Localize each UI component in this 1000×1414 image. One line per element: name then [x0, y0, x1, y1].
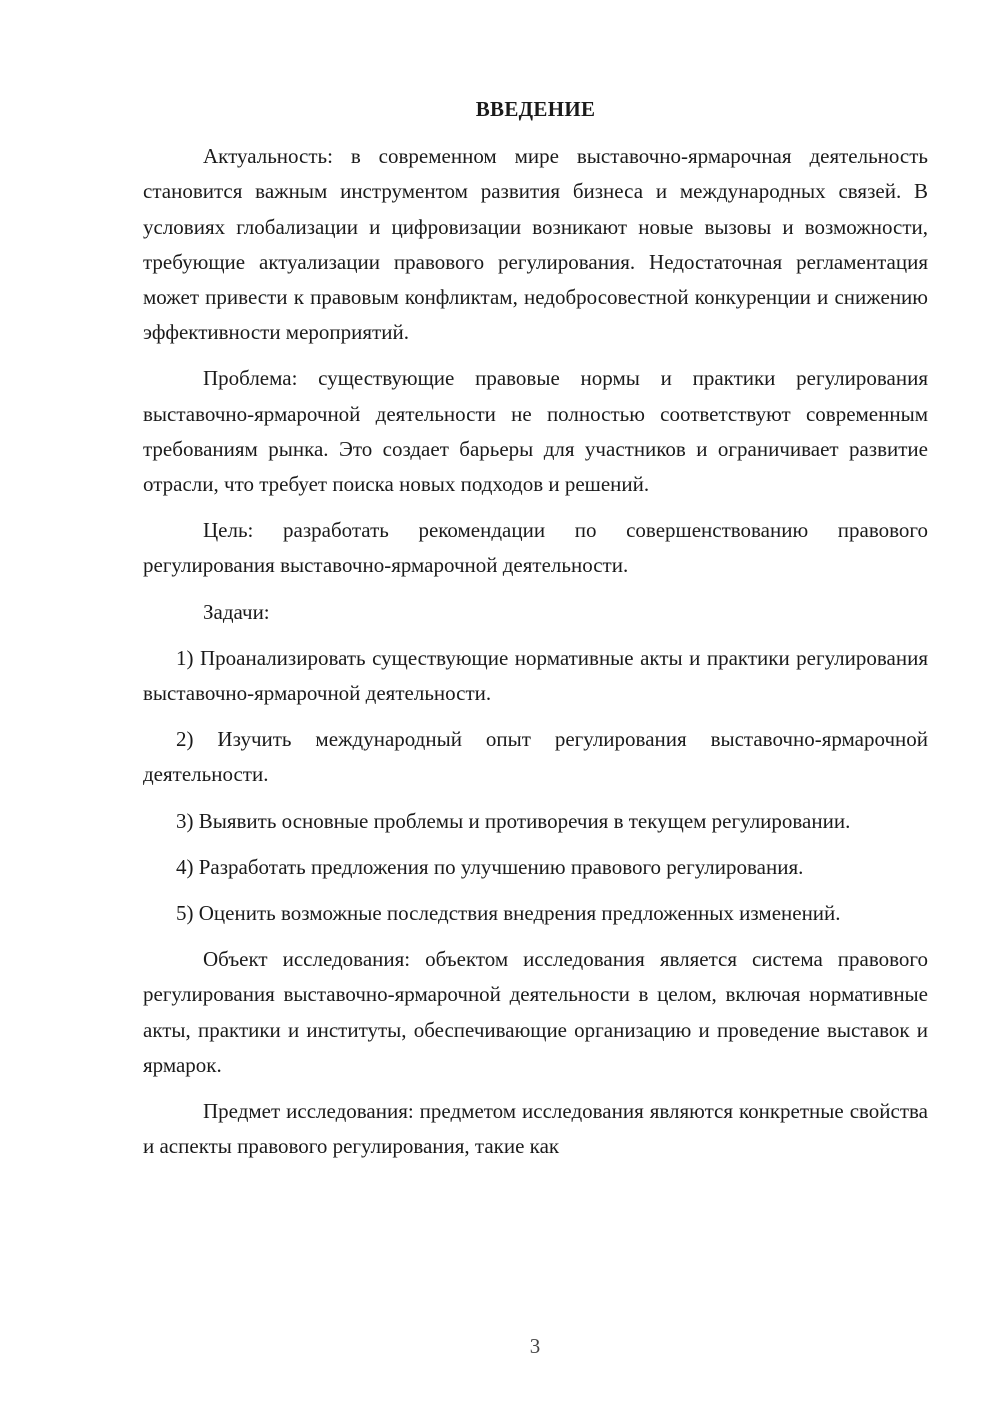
task-item-4: 4) Разработать предложения по улучшению правового регулирования.	[176, 854, 804, 879]
task-item-1: 1) Проанализировать существующие нормативные акты и практики регулирования выставочно-ярмарочной деятельности.	[143, 645, 928, 706]
paragraph-problem: Проблема: существующие правовые нормы и практики регулирования выставочно-ярмарочной деятельности не полностью соответствуют современным требованиям рынка. Это создает барьеры для участников и ограничивает развитие отрасли, что требует поиска новых подходов и решений.	[143, 366, 928, 497]
paragraph-relevance: Актуальность: в современном мире выставочно-ярмарочная деятельность становится важным инструментом развития бизнеса и международных связей. В условиях глобализации и цифровизации возникают новые вызовы и возможности, требующие актуализации правового регулирования. Недостаточная регламентация может привести к правовым конфликтам, недобросовестной конкуренции и снижению эффективности мероприятий.	[143, 144, 928, 345]
document-title: ВВЕДЕНИЕ	[475, 97, 596, 121]
paragraph-object: Объект исследования: объектом исследования является система правового регулирования выставочно-ярмарочной деятельности в целом, включая нормативные акты, практики и институты, обеспечивающие организацию и проведение выставок и ярмарок.	[143, 947, 928, 1077]
paragraph-goal: Цель: разработать рекомендации по совершенствованию правового регулирования выставочно-ярмарочной деятельности.	[143, 518, 928, 578]
task-item-3: 3) Выявить основные проблемы и противоречия в текущем регулировании.	[176, 808, 851, 833]
document-page	[143, 92, 928, 1175]
task-item-2: 2) Изучить международный опыт регулирования выставочно-ярмарочной деятельности.	[143, 727, 928, 787]
page-number: 3	[529, 1334, 541, 1358]
paragraph-subject: Предмет исследования: предметом исследования являются конкретные свойства и аспекты правового регулирования, такие как	[143, 1099, 928, 1159]
task-item-5: 5) Оценить возможные последствия внедрения предложенных изменений.	[176, 901, 841, 926]
tasks-heading: Задачи:	[203, 599, 270, 624]
